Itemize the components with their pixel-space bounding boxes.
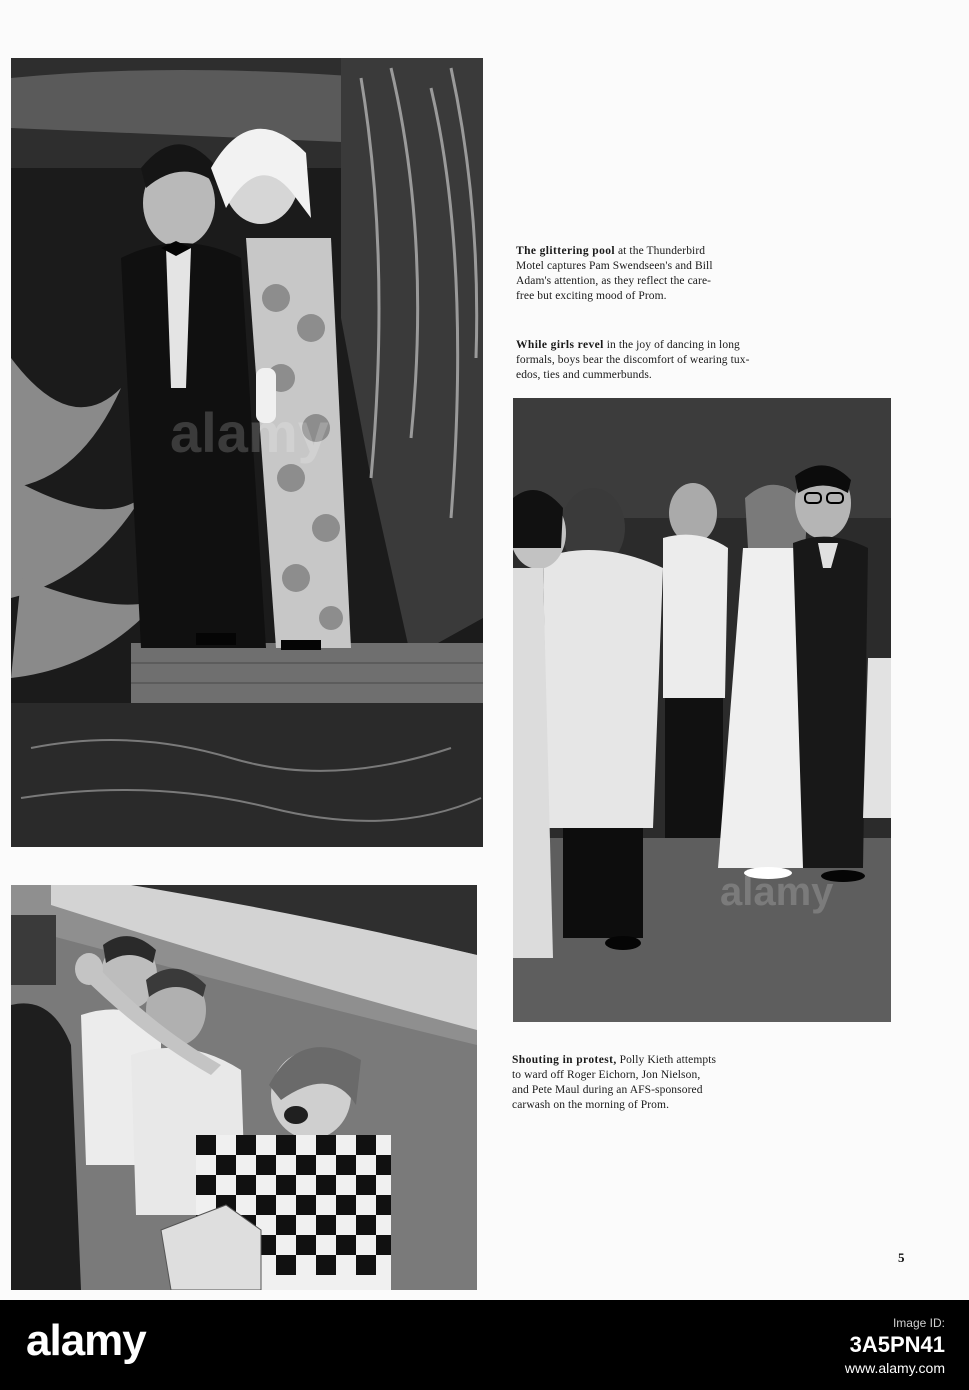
stock-footer-bar bbox=[0, 1300, 969, 1390]
caption-lead: Shouting in protest, bbox=[512, 1054, 617, 1066]
caption-girls-revel bbox=[516, 338, 796, 383]
photo-dancing-couples bbox=[513, 398, 891, 1022]
photo-carwash-protest bbox=[11, 885, 477, 1290]
caption-lead: While girls revel bbox=[516, 339, 604, 351]
caption-lead: The glittering pool bbox=[516, 245, 615, 257]
caption-line: free but exciting mood of Prom. bbox=[516, 290, 667, 302]
image-id-code: 3A5PN41 bbox=[849, 1332, 945, 1357]
caption-line: Polly Kieth attempts bbox=[616, 1054, 717, 1066]
image-id-block bbox=[850, 1316, 945, 1358]
caption-line: edos, ties and cummerbunds. bbox=[516, 369, 652, 381]
caption-shouting-protest bbox=[512, 1053, 792, 1113]
photo-couple-at-pool bbox=[11, 58, 483, 847]
caption-line: carwash on the morning of Prom. bbox=[512, 1099, 670, 1111]
caption-line: at the Thunderbird bbox=[614, 245, 706, 257]
caption-line: in the joy of dancing in long bbox=[603, 339, 740, 351]
caption-line: Motel captures Pam Swendseen's and Bill bbox=[516, 260, 713, 272]
page-number: 5 bbox=[898, 1250, 905, 1265]
site-url-link[interactable]: www.alamy.com bbox=[844, 1360, 945, 1376]
caption-glittering-pool bbox=[516, 244, 786, 304]
logo-text: alamy bbox=[26, 1316, 146, 1365]
image-id-label: Image ID: bbox=[892, 1316, 945, 1330]
caption-line: Adam's attention, as they reflect the care- bbox=[516, 275, 712, 287]
caption-line: and Pete Maul during an AFS-sponsored bbox=[512, 1084, 703, 1096]
caption-line: to ward off Roger Eichorn, Jon Nielson, bbox=[512, 1069, 701, 1081]
alamy-logo[interactable] bbox=[26, 1316, 146, 1366]
caption-line: formals, boys bear the discomfort of wearing tux- bbox=[516, 354, 750, 366]
